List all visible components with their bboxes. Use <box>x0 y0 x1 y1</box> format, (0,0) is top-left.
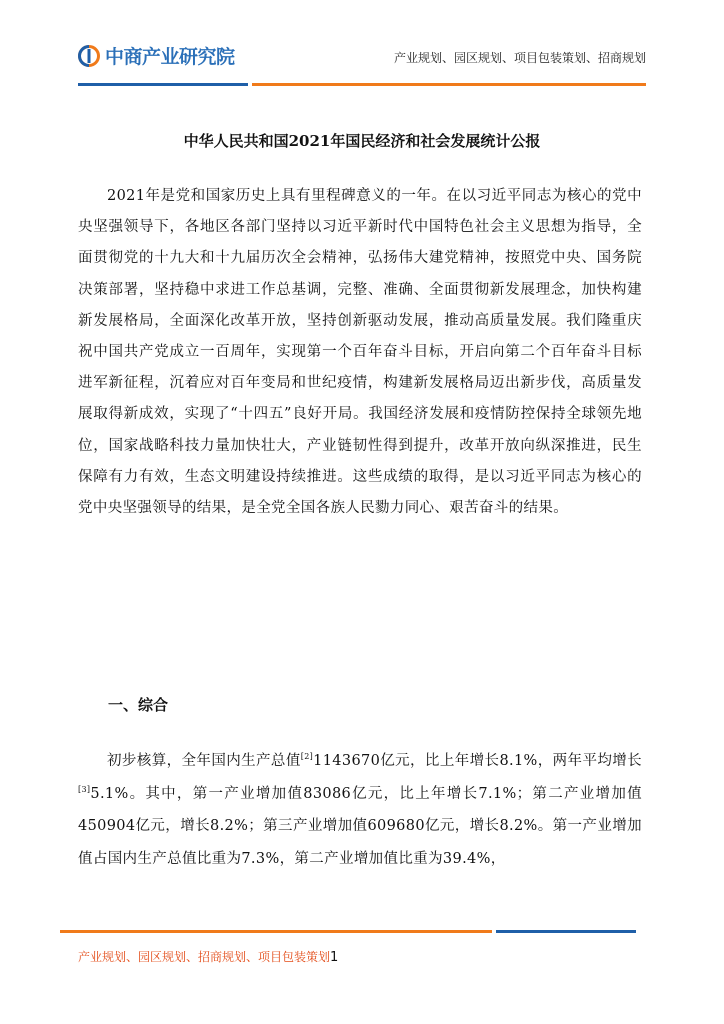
section-paragraph <box>78 745 642 875</box>
text-run: 5.1%。其中，第一产业增加值83086亿元，比上年增长7.1%；第二产业增加值450904亿元，增长8.2%；第三产业增加值609680亿元，增长8.2%。第一产业增加值占国内生产总值比重为7.3%，第二产业增加值比重为39.4%， <box>78 785 642 867</box>
section-heading: 一、综合 <box>108 696 169 714</box>
footer-divider <box>60 930 636 933</box>
logo-mark-icon <box>78 45 100 67</box>
footnote-ref[interactable]: [3] <box>78 784 91 794</box>
text-run: 1143670亿元，比上年增长8.1%，两年平均增长 <box>313 753 642 769</box>
text-run: 初步核算，全年国内生产总值 <box>107 753 301 769</box>
company-logo <box>78 42 235 69</box>
page-footer <box>78 948 338 965</box>
page-header <box>0 0 724 90</box>
intro-paragraph: 2021年是党和国家历史上具有里程碑意义的一年。在以习近平同志为核心的党中央坚强领导下，各地区各部门坚持以习近平新时代中国特色社会主义思想为指导，全面贯彻党的十九大和十九届历次全会精神，弘扬伟大建党精神，按照党中央、国务院决策部署，坚持稳中求进工作总基调，完整、准确、全面贯彻新发展理念，加快构建新发展格局，全面深化改革开放，坚持创新驱动发展，推动高质量发展。我们隆重庆祝中国共产党成立一百周年，实现第一个百年奋斗目标，开启向第二个百年奋斗目标进军新征程，沉着应对百年变局和世纪疫情，构建新发展格局迈出新步伐，高质量发展取得新成效，实现了“十四五”良好开局。我国经济发展和疫情防控保持全球领先地位，国家战略科技力量加快壮大，产业链韧性得到提升，改革开放向纵深推进，民生保障有力有效，生态文明建设持续推进。这些成绩的取得，是以习近平同志为核心的党中央坚强领导的结果，是全党全国各族人民勠力同心、艰苦奋斗的结果。 <box>78 188 642 517</box>
footer-tagline: 产业规划、园区规划、招商规划、项目包装策划 <box>78 950 331 964</box>
header-divider <box>78 83 646 86</box>
footnote-ref[interactable]: [2] <box>300 752 314 761</box>
header-tagline: 产业规划、园区规划、项目包装策划、招商规划 <box>393 51 646 65</box>
logo-text: 中商产业研究院 <box>105 46 235 68</box>
page-number: 1 <box>330 950 339 965</box>
document-title: 中华人民共和国2021年国民经济和社会发展统计公报 <box>183 132 541 150</box>
